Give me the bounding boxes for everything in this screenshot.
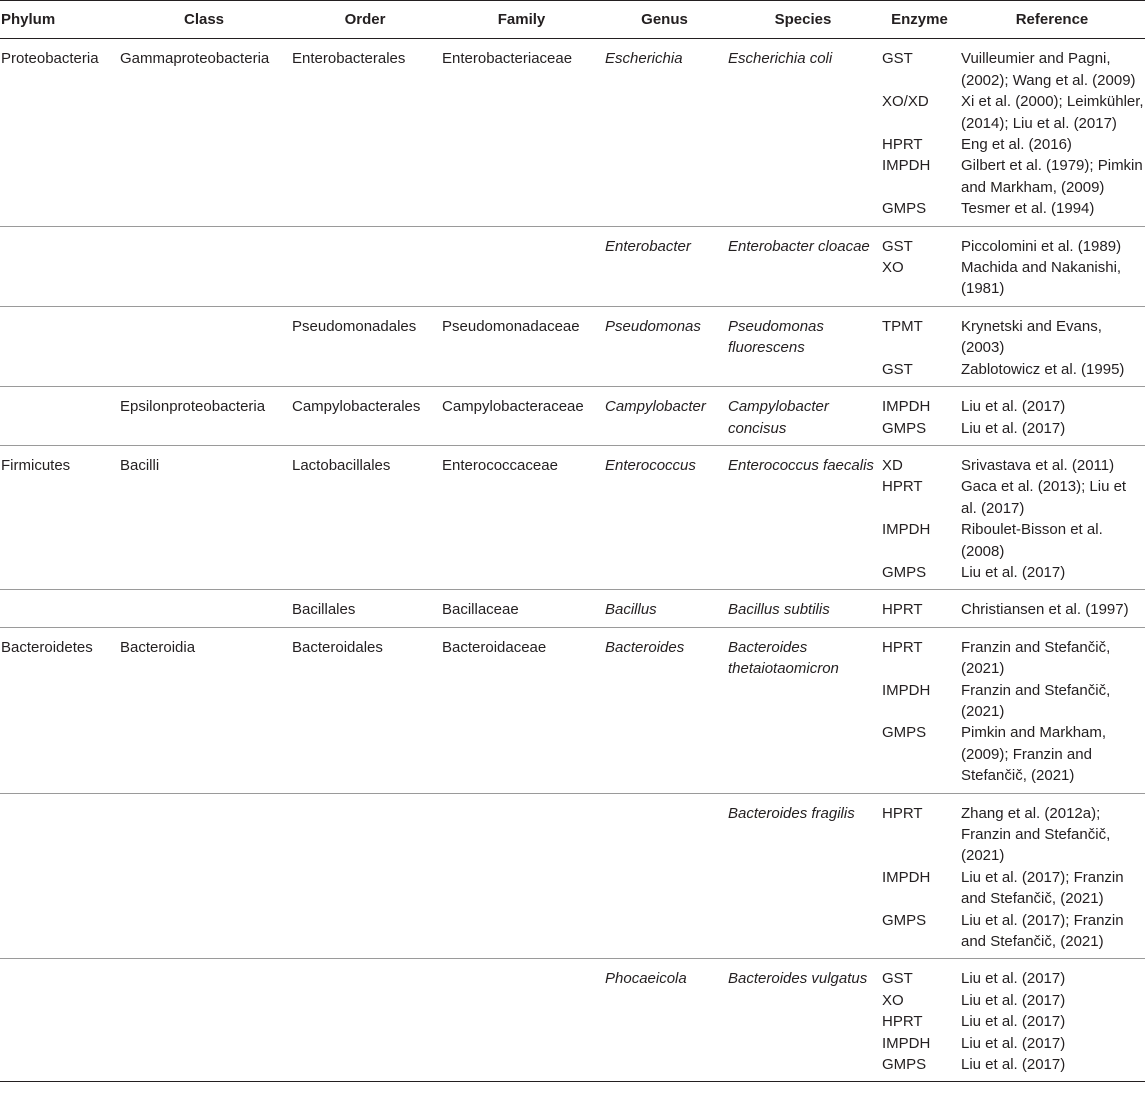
cell-order	[290, 793, 440, 959]
cell-class: Bacteroidia	[120, 638, 196, 656]
header-row	[0, 1, 1145, 39]
cell-order: Campylobacterales	[292, 398, 421, 416]
cell-species: Enterobacter cloacae	[728, 237, 870, 255]
cell-enzyme	[880, 306, 959, 386]
cell-order	[290, 959, 440, 1082]
cell-phylum: Proteobacteria	[1, 50, 99, 68]
reference-text: Zhang et al. (2012a); Franzin and Stefančič, (2021)	[961, 804, 1111, 865]
reference-text: Liu et al. (2017); Franzin and Stefančič, (2021)	[961, 911, 1124, 951]
enzyme-name: GMPS	[882, 1056, 927, 1074]
cell-class: Epsilonproteobacteria	[120, 398, 266, 416]
cell-family: Pseudomonadaceae	[442, 317, 580, 335]
cell-species: Bacillus subtilis	[728, 601, 830, 619]
enzyme-name: GMPS	[882, 724, 927, 742]
reference-text: Liu et al. (2017)	[961, 1013, 1066, 1031]
cell-family: Bacillaceae	[442, 601, 519, 619]
enzyme-name: IMPDH	[882, 157, 931, 175]
cell-phylum: Firmicutes	[1, 456, 71, 474]
cell-reference	[959, 226, 1145, 306]
enzyme-name: GST	[882, 50, 913, 68]
header-enzyme: Enzyme	[891, 11, 948, 28]
reference-text: Franzin and Stefančič, (2021)	[961, 681, 1111, 720]
enzyme-name: IMPDH	[882, 398, 931, 416]
cell-enzyme	[880, 226, 959, 306]
reference-text: Liu et al. (2017)	[961, 563, 1066, 581]
enzyme-name: IMPDH	[882, 1034, 931, 1052]
cell-genus: Bacteroides	[605, 638, 685, 656]
reference-text: Franzin and Stefančič, (2021)	[961, 638, 1111, 678]
reference-text: Tesmer et al. (1994)	[961, 200, 1095, 218]
cell-reference	[959, 627, 1145, 793]
enzyme-name: XO/XD	[882, 93, 929, 111]
table-row	[0, 627, 1145, 793]
cell-family	[440, 226, 603, 306]
header-order: Order	[344, 11, 386, 28]
cell-species: Bacteroides vulgatus	[728, 970, 868, 988]
table-row	[0, 387, 1145, 446]
table-row	[0, 226, 1145, 306]
table-row	[0, 39, 1145, 226]
cell-enzyme	[880, 39, 959, 226]
cell-species: Bacteroides fragilis	[728, 804, 855, 822]
cell-class	[118, 793, 290, 959]
cell-reference	[959, 39, 1145, 226]
enzyme-name: HPRT	[882, 136, 923, 154]
cell-phylum: Bacteroidetes	[1, 638, 93, 656]
cell-order	[290, 226, 440, 306]
cell-phylum	[0, 387, 118, 446]
cell-enzyme	[880, 387, 959, 446]
enzyme-name: XO	[882, 991, 904, 1009]
cell-family: Campylobacteraceae	[442, 398, 584, 416]
table-body	[0, 39, 1145, 1082]
reference-text: Liu et al. (2017)	[961, 970, 1066, 988]
header-family: Family	[497, 11, 546, 28]
cell-class	[118, 959, 290, 1082]
enzyme-name: XD	[882, 456, 903, 474]
cell-order: Bacteroidales	[292, 638, 383, 656]
cell-family: Bacteroidaceae	[442, 638, 547, 656]
reference-text: Zablotowicz et al. (1995)	[961, 360, 1125, 378]
cell-enzyme	[880, 590, 959, 627]
cell-order: Bacillales	[292, 601, 356, 619]
cell-phylum	[0, 590, 118, 627]
enzyme-name: HPRT	[882, 638, 923, 656]
reference-text: Liu et al. (2017)	[961, 991, 1066, 1009]
header-class: Class	[183, 11, 225, 28]
cell-genus	[603, 793, 726, 959]
cell-phylum	[0, 959, 118, 1082]
cell-reference	[959, 387, 1145, 446]
cell-class: Gammaproteobacteria	[120, 50, 270, 68]
cell-class: Bacilli	[120, 456, 160, 474]
reference-text: Xi et al. (2000); Leimkühler, (2014); Liu et al. (2017)	[961, 93, 1144, 132]
cell-enzyme	[880, 627, 959, 793]
cell-enzyme	[880, 959, 959, 1082]
enzyme-name: HPRT	[882, 601, 923, 619]
enzyme-name: IMPDH	[882, 681, 931, 699]
table-row	[0, 590, 1145, 627]
cell-reference	[959, 793, 1145, 959]
reference-text: Machida and Nakanishi, (1981)	[961, 259, 1122, 298]
enzyme-name: HPRT	[882, 1013, 923, 1031]
enzyme-name: GMPS	[882, 563, 927, 581]
cell-phylum	[0, 793, 118, 959]
reference-text: Vuilleumier and Pagni, (2002); Wang et al. (2009)	[961, 50, 1136, 89]
cell-order: Pseudomonadales	[292, 317, 417, 335]
cell-genus: Phocaeicola	[605, 970, 687, 988]
cell-reference	[959, 590, 1145, 627]
enzyme-name: HPRT	[882, 804, 923, 822]
cell-species: Campylobacter concisus	[728, 398, 829, 437]
header-phylum: Phylum	[1, 11, 56, 28]
header-reference: Reference	[1015, 11, 1089, 28]
cell-genus: Bacillus	[605, 601, 657, 619]
enzyme-name: XO	[882, 259, 904, 277]
cell-species: Bacteroides thetaiotaomicron	[728, 638, 839, 678]
cell-order: Enterobacterales	[292, 50, 406, 68]
cell-reference	[959, 959, 1145, 1082]
cell-species: Pseudomonas fluorescens	[728, 317, 824, 357]
table-header	[0, 1, 1145, 39]
enzyme-name: IMPDH	[882, 868, 931, 886]
reference-text: Eng et al. (2016)	[961, 136, 1072, 154]
header-species: Species	[774, 11, 832, 28]
cell-family	[440, 959, 603, 1082]
reference-text: Liu et al. (2017)	[961, 1034, 1066, 1052]
cell-genus: Escherichia	[605, 50, 683, 68]
cell-order: Lactobacillales	[292, 456, 391, 474]
reference-text: Gilbert et al. (1979); Pimkin and Markham, (2009)	[961, 157, 1143, 196]
table-row	[0, 959, 1145, 1082]
reference-text: Krynetski and Evans, (2003)	[961, 317, 1102, 357]
reference-text: Riboulet-Bisson et al. (2008)	[961, 521, 1103, 560]
table-row	[0, 445, 1145, 589]
cell-reference	[959, 445, 1145, 589]
enzyme-name: HPRT	[882, 478, 923, 496]
reference-text: Liu et al. (2017)	[961, 419, 1066, 437]
cell-genus: Campylobacter	[605, 398, 706, 416]
enzyme-name: GMPS	[882, 911, 927, 929]
cell-genus: Enterobacter	[605, 237, 691, 255]
table-row	[0, 306, 1145, 386]
enzyme-name: GMPS	[882, 419, 927, 437]
cell-reference	[959, 306, 1145, 386]
header-genus: Genus	[641, 11, 688, 28]
cell-family	[440, 793, 603, 959]
cell-family: Enterobacteriaceae	[442, 50, 573, 68]
cell-class	[118, 306, 290, 386]
cell-enzyme	[880, 445, 959, 589]
enzyme-name: GST	[882, 360, 913, 378]
cell-family: Enterococcaceae	[442, 456, 558, 474]
enzyme-name: GST	[882, 237, 913, 255]
reference-text: Liu et al. (2017)	[961, 398, 1066, 416]
cell-class	[118, 226, 290, 306]
reference-text: Liu et al. (2017)	[961, 1056, 1066, 1074]
reference-text: Piccolomini et al. (1989)	[961, 237, 1122, 255]
enzyme-name: GST	[882, 970, 913, 988]
cell-species: Escherichia coli	[728, 50, 833, 68]
reference-text: Srivastava et al. (2011)	[961, 456, 1115, 474]
cell-enzyme	[880, 793, 959, 959]
reference-text: Gaca et al. (2013); Liu et al. (2017)	[961, 478, 1127, 517]
cell-phylum	[0, 306, 118, 386]
reference-text: Pimkin and Markham, (2009); Franzin and Stefančič, (2021)	[961, 724, 1107, 785]
cell-species: Enterococcus faecalis	[728, 456, 874, 474]
cell-genus: Enterococcus	[605, 456, 696, 474]
enzyme-name: TPMT	[882, 317, 923, 335]
enzyme-name: GMPS	[882, 200, 927, 218]
enzyme-name: IMPDH	[882, 521, 931, 539]
cell-class	[118, 590, 290, 627]
table-row	[0, 793, 1145, 959]
cell-phylum	[0, 226, 118, 306]
cell-genus: Pseudomonas	[605, 317, 701, 335]
reference-text: Christiansen et al. (1997)	[961, 601, 1129, 619]
reference-text: Liu et al. (2017); Franzin and Stefančič, (2021)	[961, 868, 1124, 908]
